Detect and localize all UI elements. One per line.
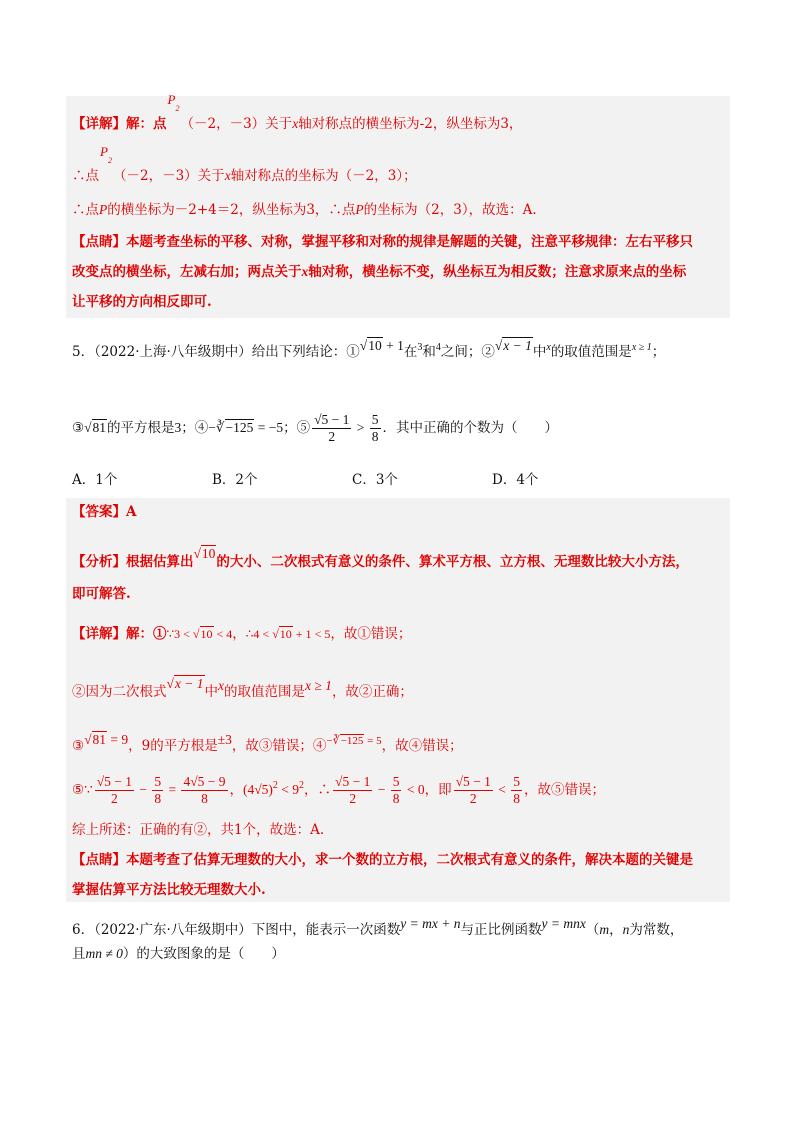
q5-summary: 综上所述：正确的有②，共1个，故选：A. bbox=[72, 822, 325, 838]
q5-analysis-line-1: 【分析】根据估算出√10的大小、二次根式有意义的条件、算术平方根、立方根、无理数比较大小方法， bbox=[72, 546, 689, 570]
q5-review-line-1: 【点睛】本题考查了估算无理数的大小，求一个数的立方根，二次根式有意义的条件，解决本题的关键是 bbox=[72, 852, 693, 868]
q5-answer: 【答案】A bbox=[72, 504, 137, 520]
q5-detail-line-1: 【详解】解：①∵3 < √10 < 4，∴4 < √10 + 1 < 5，故①错误； bbox=[72, 626, 412, 642]
q4-review-line-1: 【点睛】本题考查坐标的平移、对称，掌握平移和对称的规律是解题的关键，注意平移规律：左右平移只 bbox=[72, 234, 693, 250]
q4-review-line-3: 让平移的方向相反即可. bbox=[72, 294, 212, 310]
q4-review-line-2: 改变点的横坐标，左减右加；两点关于x轴对称，横坐标不变，纵坐标互为相反数；注意求原来点的坐标 bbox=[72, 264, 687, 280]
q5-detail-line-3: ③√81 = 9，9的平方根是±3，故③错误；④$^{-∛-125 = 5}$，故④错误； bbox=[72, 732, 463, 754]
q5-stem-line-1: 5．（2022·上海·八年级期中）给出下列结论：①√10 + 1在$^3$和$^4$之间；②√x − 1中$^x$的取值范围是$^{x \ge 1}$； bbox=[72, 338, 666, 360]
option-c[interactable]: C．3个 bbox=[352, 472, 398, 488]
q5-options bbox=[72, 470, 732, 490]
q5-review-line-2: 掌握估算平方法比较无理数大小. bbox=[72, 882, 266, 898]
q4-detail-line-2: ∴点 P 2 （－2，－3）关于x轴对称点的坐标为（－2，3）； bbox=[72, 144, 417, 184]
option-a[interactable]: A．1个 bbox=[72, 472, 118, 488]
point-p2: P 2 bbox=[100, 144, 112, 165]
point-p2: P 2 bbox=[167, 92, 180, 113]
q5-stem-line-2: ③√81的平方根是3；④−∛−125 = −5；⑤ $\frac{√5 - 1}{2}$ > $\frac{5}{8}$ ．其中正确的个数为（ ） bbox=[72, 412, 559, 444]
q4-detail-line-1: 【详解】解：点 P 2 （－2，－3）关于x轴对称点的横坐标为-2，纵坐标为3， bbox=[72, 92, 523, 132]
q6-stem-line-2: 且mn ≠ 0）的大致图象的是（ ） bbox=[72, 946, 285, 962]
q6-stem-line-1: 6．（2022·广东·八年级期中）下图中，能表示一次函数y = mx + n与正比例函数y = mnx（m，n为常数， bbox=[72, 916, 684, 938]
q5-detail-line-2: ②因为二次根式√x − 1中x的取值范围是x ≥ 1，故②正确； bbox=[72, 676, 413, 700]
q5-analysis-line-2: 即可解答. bbox=[72, 586, 131, 602]
option-b[interactable]: B．2个 bbox=[212, 472, 258, 488]
option-d[interactable]: D．4个 bbox=[492, 472, 539, 488]
q5-detail-line-4: ⑤∵ $\frac{√5 - 1}{2}$ − $\frac{5}{8}$ = $\frac{4√5 - 9}{8}$ ，$(4√5)^2 < 9^2$，∴ $\frac{√5 - 1}{2}$ − $\frac{5}{8}$ < 0，即 $\frac{√5 - 1}{2}$ < $\frac{5}{8}$ ，故⑤错误； bbox=[72, 774, 605, 806]
q4-detail-line-3: ∴点P的横坐标为－2+4＝2，纵坐标为3，∴点P的坐标为（2，3），故选：A. bbox=[72, 202, 537, 218]
